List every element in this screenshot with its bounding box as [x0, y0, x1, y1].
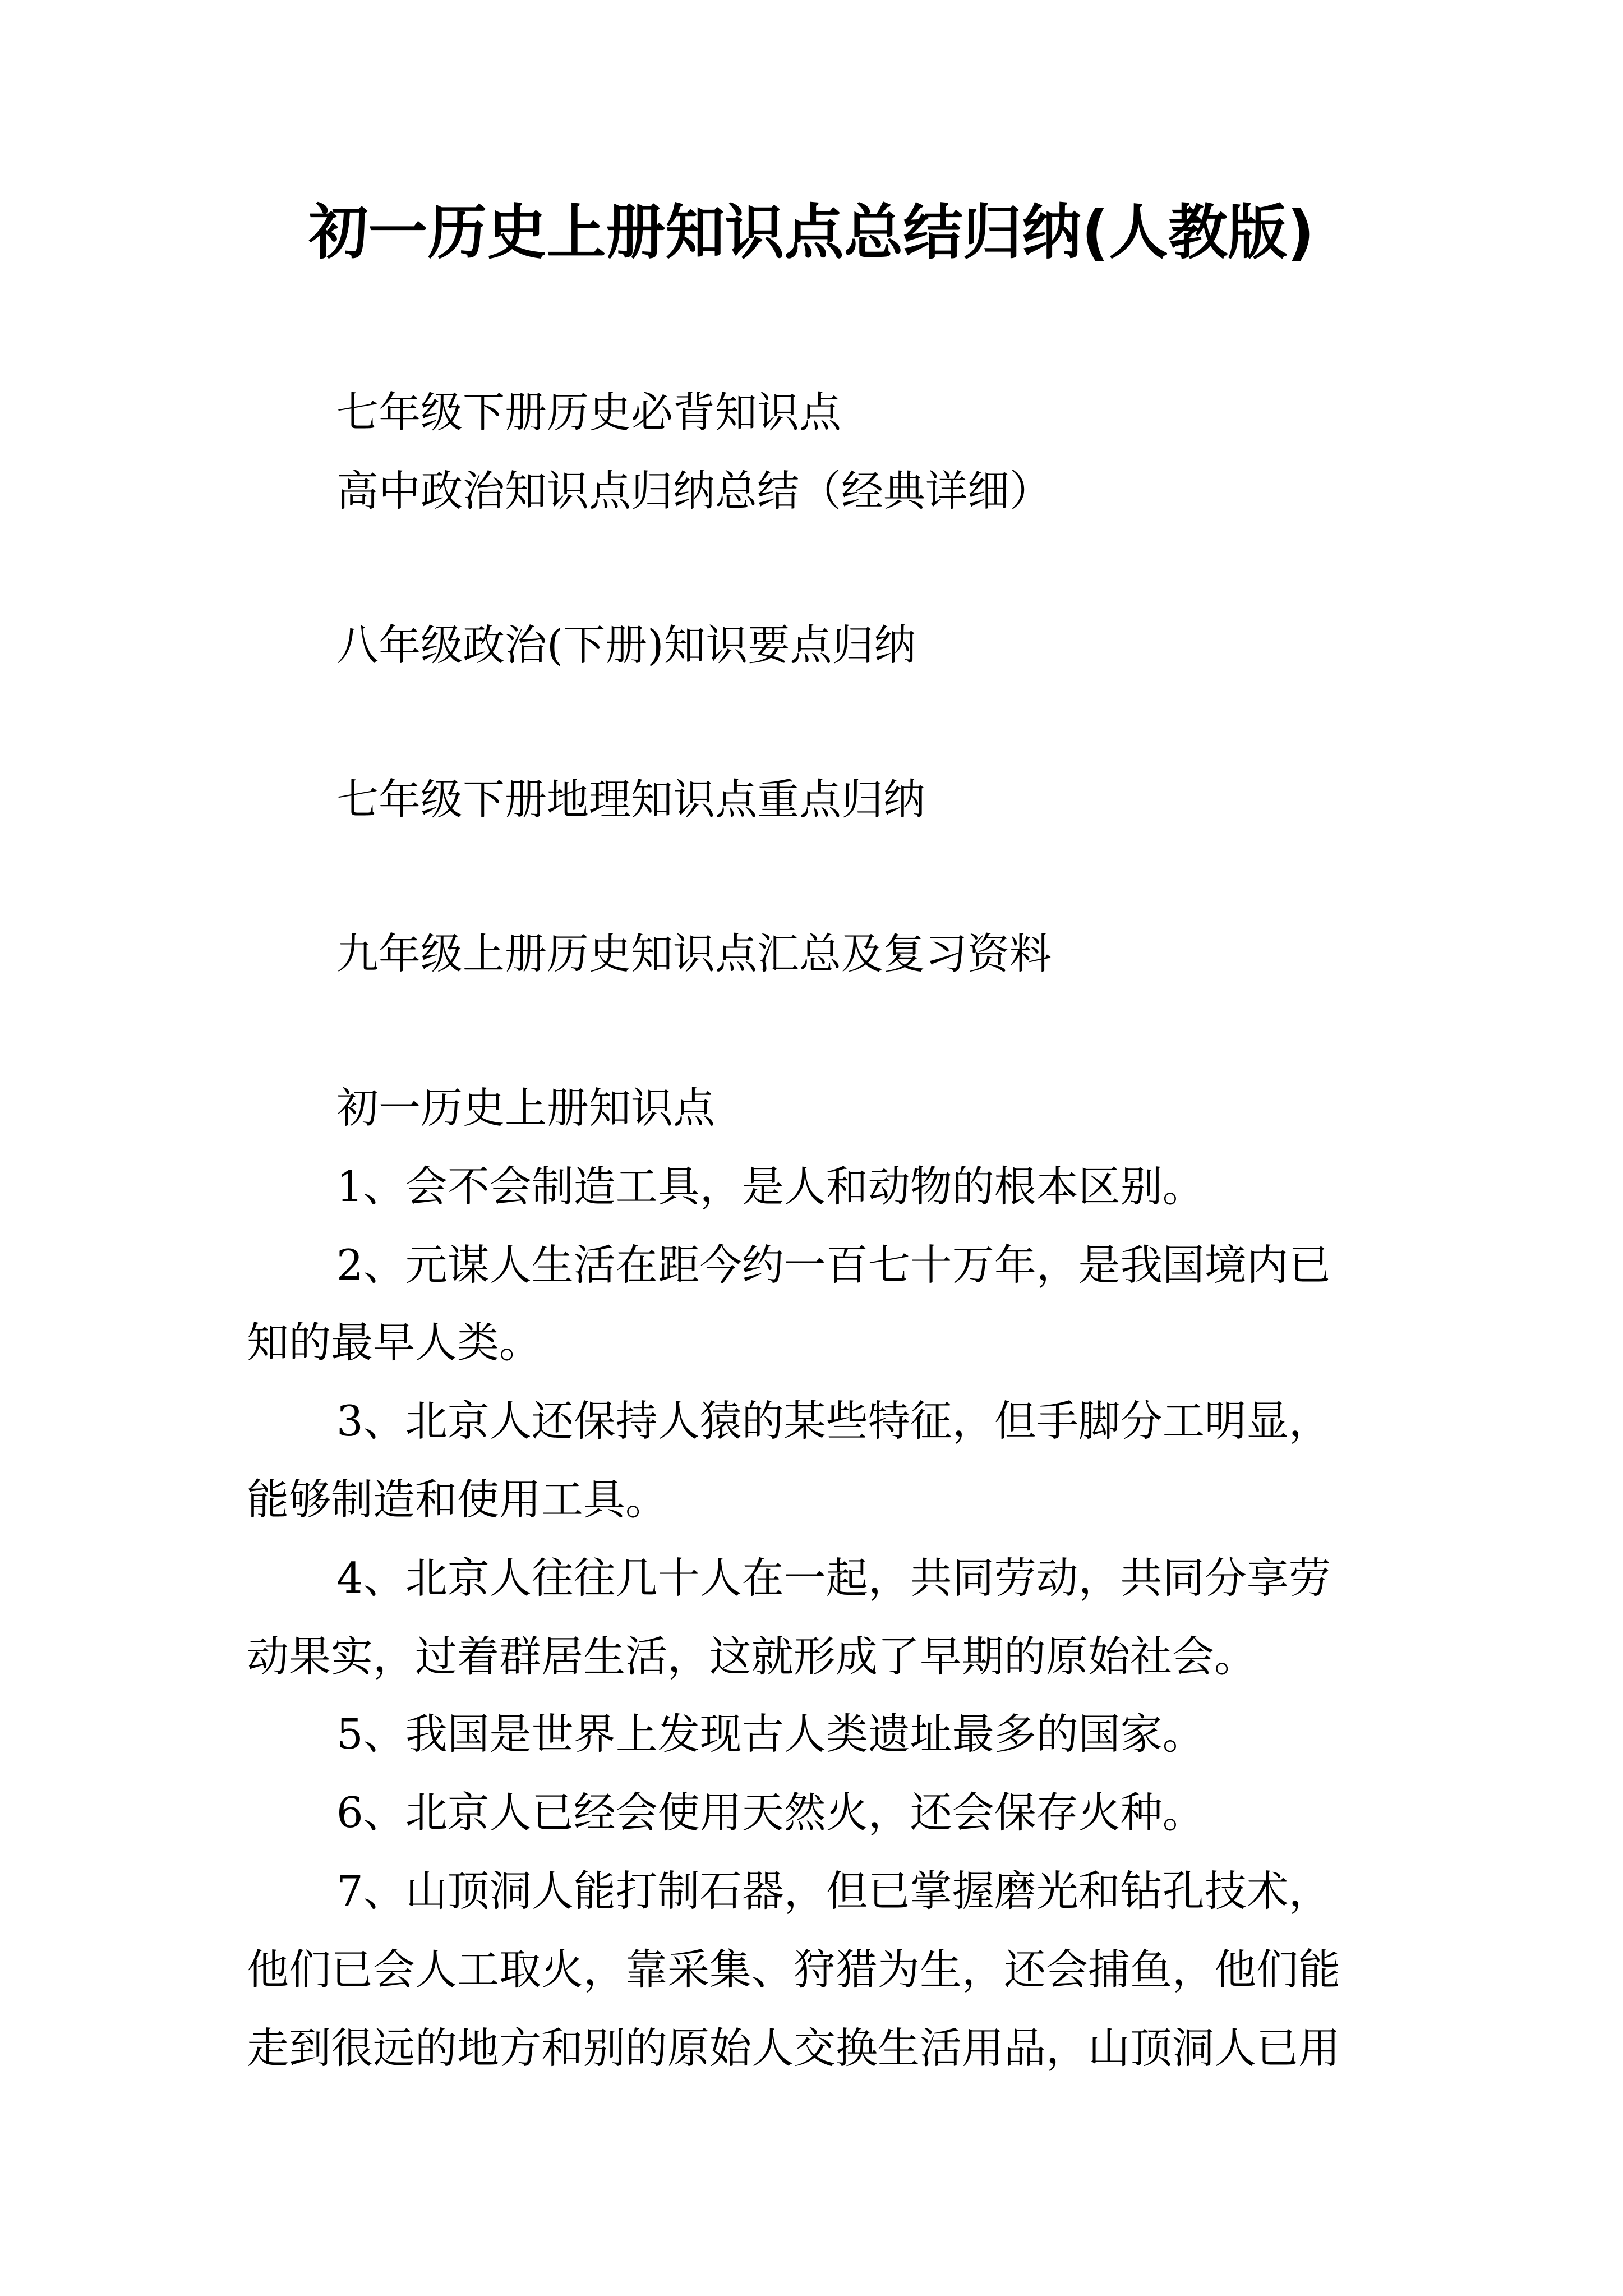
- body-line: 走到很远的地方和别的原始人交换生活用品，山顶洞人已用: [247, 2023, 1341, 2073]
- body-line: 5、我国是世界上发现古人类遗址最多的国家。: [336, 1709, 1205, 1759]
- body-line: 7、山顶洞人能打制石器，但已掌握磨光和钻孔技术，: [336, 1866, 1331, 1916]
- related-link-5[interactable]: 九年级上册历史知识点汇总及复习资料: [336, 929, 1052, 978]
- body-line: 4、北京人往往几十人在一起，共同劳动，共同分享劳: [336, 1553, 1331, 1603]
- body-line: 动果实，过着群居生活，这就形成了早期的原始社会。: [247, 1632, 1257, 1681]
- body-line: 1、会不会制造工具，是人和动物的根本区别。: [336, 1162, 1205, 1211]
- body-line: 能够制造和使用工具。: [247, 1475, 668, 1524]
- body-line: 2、元谋人生活在距今约一百七十万年，是我国境内已: [336, 1240, 1331, 1290]
- related-link-4[interactable]: 七年级下册地理知识点重点归纳: [336, 775, 926, 824]
- body-line: 3、北京人还保持人猿的某些特征，但手脚分工明显，: [336, 1396, 1331, 1446]
- body-line: 知的最早人类。: [247, 1318, 542, 1367]
- body-line: 6、北京人已经会使用天然火，还会保存火种。: [336, 1788, 1205, 1837]
- body-line: 他们已会人工取火，靠采集、狩猎为生，还会捕鱼，他们能: [247, 1945, 1341, 1994]
- related-link-1[interactable]: 七年级下册历史必背知识点: [336, 388, 842, 437]
- section-heading: 初一历史上册知识点: [336, 1083, 716, 1133]
- related-link-2[interactable]: 高中政治知识点归纳总结（经典详细）: [336, 466, 1052, 516]
- related-link-3[interactable]: 八年级政治(下册)知识要点归纳: [336, 620, 916, 670]
- document-title: 初一历史上册知识点总结归纳(人教版): [308, 198, 1315, 267]
